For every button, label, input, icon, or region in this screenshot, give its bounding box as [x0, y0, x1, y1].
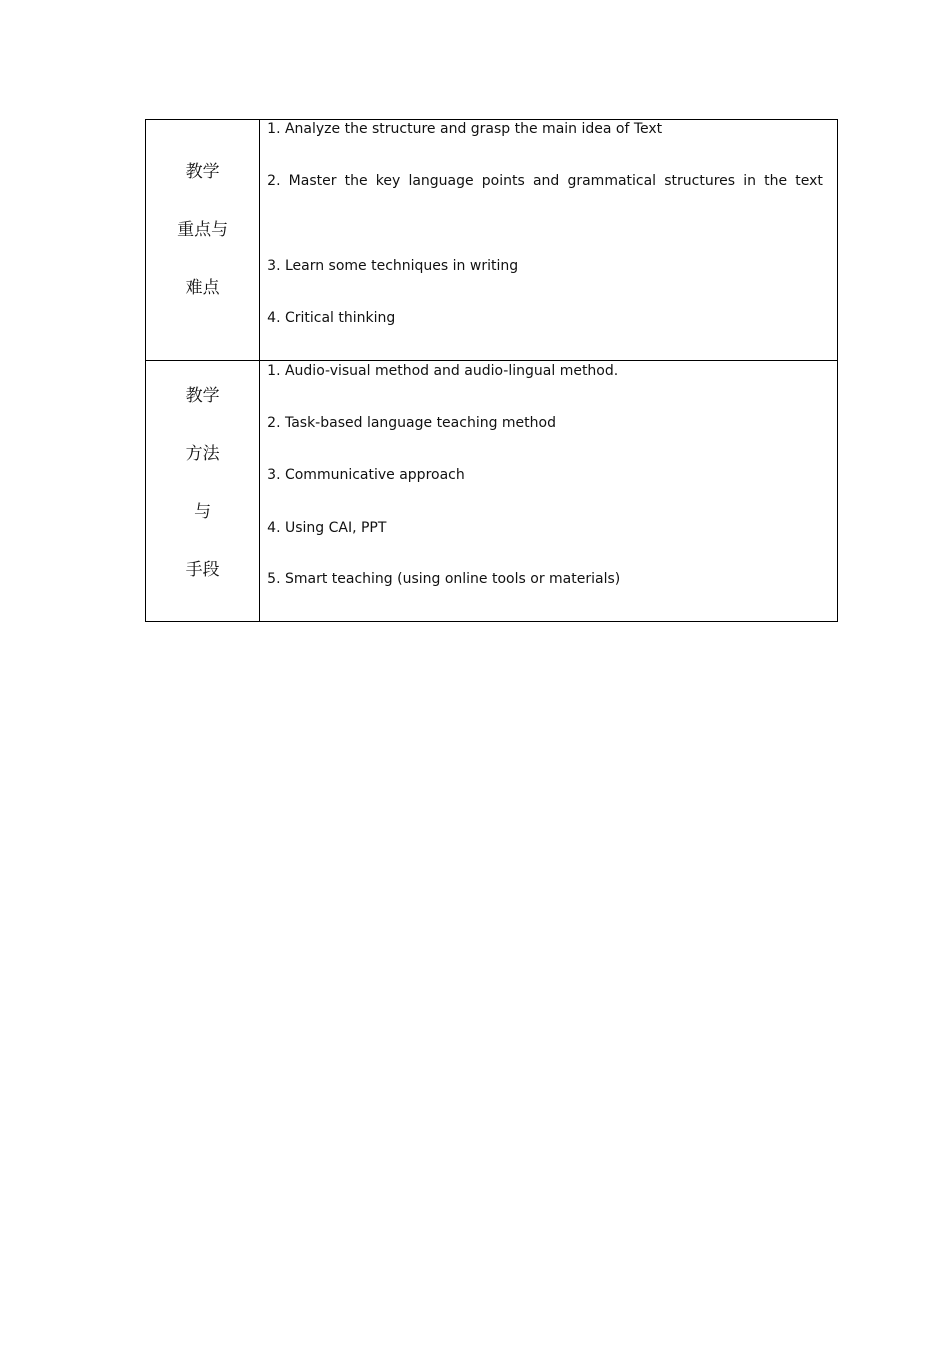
key-points-label-cell: [146, 120, 260, 361]
methods-row: [146, 361, 838, 622]
word: the: [344, 173, 368, 189]
key-points-content-cell: [260, 120, 838, 361]
word: structures: [664, 173, 736, 189]
word: key: [375, 173, 401, 189]
word: in: [743, 173, 756, 189]
list-item: 2. Task-based language teaching method: [267, 415, 556, 431]
label-line: 重点与: [177, 220, 229, 240]
list-item: 3. Communicative approach: [267, 467, 465, 483]
lesson-plan-table: [145, 119, 838, 622]
word: and: [532, 173, 560, 189]
list-item: 5. Smart teaching (using online tools or materials): [267, 571, 621, 587]
label-line: 难点: [185, 278, 220, 298]
word: points: [481, 173, 525, 189]
list-item: 4. Using CAI, PPT: [267, 520, 387, 536]
word: text: [795, 173, 823, 189]
word: language: [408, 173, 474, 189]
word: grammatical: [567, 173, 657, 189]
list-item: 1. Analyze the structure and grasp the main idea of Text: [267, 121, 663, 137]
word: 2.: [267, 173, 281, 189]
word: Master: [288, 173, 337, 189]
list-item-justified: [267, 172, 823, 190]
list-item: 1. Audio-visual method and audio-lingual method.: [267, 363, 619, 379]
word: the: [764, 173, 788, 189]
methods-content-cell: [260, 361, 838, 622]
list-item: 4. Critical thinking: [267, 310, 396, 326]
list-item: 3. Learn some techniques in writing: [267, 258, 519, 274]
methods-label-cell: [146, 361, 260, 622]
label-line: 教学: [185, 162, 220, 182]
label-line: 与: [194, 502, 212, 522]
label-line: 教学: [185, 386, 220, 406]
label-line: 方法: [185, 444, 220, 464]
key-points-row: [146, 120, 838, 361]
label-line: 手段: [185, 560, 220, 580]
